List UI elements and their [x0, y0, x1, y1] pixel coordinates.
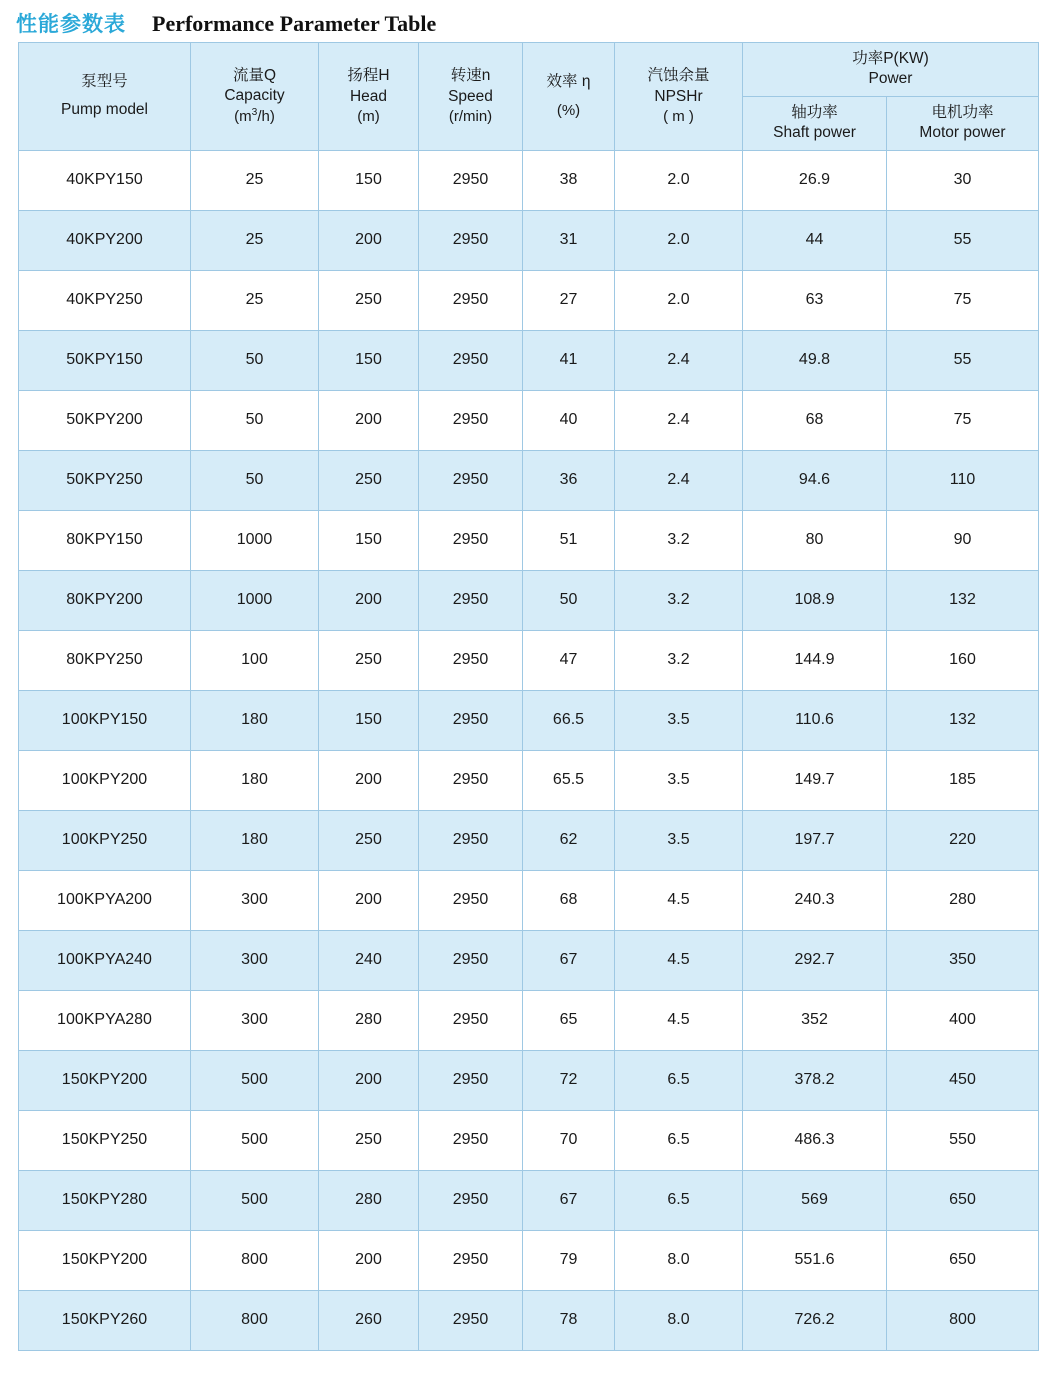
table-row	[19, 690, 1039, 750]
cell-shaft-power: 486.3	[743, 1110, 887, 1170]
cell-motor-power: 132	[887, 690, 1039, 750]
cell-efficiency: 67	[523, 930, 615, 990]
table-body	[19, 150, 1039, 1350]
col-header-motor-power	[887, 96, 1039, 150]
cell-pump-model: 50KPY150	[19, 330, 191, 390]
cell-npshr: 3.5	[615, 690, 743, 750]
cell-efficiency: 40	[523, 390, 615, 450]
cell-head: 240	[319, 930, 419, 990]
table-row	[19, 210, 1039, 270]
cell-shaft-power: 110.6	[743, 690, 887, 750]
cell-npshr: 3.5	[615, 810, 743, 870]
cell-motor-power: 132	[887, 570, 1039, 630]
table-row	[19, 930, 1039, 990]
col-header-npshr	[615, 43, 743, 151]
table-row	[19, 270, 1039, 330]
cell-shaft-power: 149.7	[743, 750, 887, 810]
cell-motor-power: 220	[887, 810, 1039, 870]
cell-capacity: 25	[191, 150, 319, 210]
cell-efficiency: 65.5	[523, 750, 615, 810]
table-header-row-top	[19, 43, 1039, 97]
col-header-capacity	[191, 43, 319, 151]
cell-efficiency: 65	[523, 990, 615, 1050]
cell-pump-model: 80KPY150	[19, 510, 191, 570]
table-row	[19, 870, 1039, 930]
cell-shaft-power: 44	[743, 210, 887, 270]
cell-npshr: 3.2	[615, 630, 743, 690]
cell-speed: 2950	[419, 510, 523, 570]
cell-capacity: 300	[191, 930, 319, 990]
cell-motor-power: 550	[887, 1110, 1039, 1170]
cell-head: 280	[319, 990, 419, 1050]
cell-efficiency: 70	[523, 1110, 615, 1170]
cell-shaft-power: 80	[743, 510, 887, 570]
cell-head: 150	[319, 690, 419, 750]
cell-head: 250	[319, 1110, 419, 1170]
col-header-capacity-cn: 流量Q	[232, 66, 277, 84]
cell-speed: 2950	[419, 930, 523, 990]
cell-shaft-power: 197.7	[743, 810, 887, 870]
cell-speed: 2950	[419, 210, 523, 270]
cell-pump-model: 80KPY200	[19, 570, 191, 630]
col-header-pump-model	[19, 43, 191, 151]
cell-efficiency: 79	[523, 1230, 615, 1290]
cell-efficiency: 67	[523, 1170, 615, 1230]
cell-efficiency: 41	[523, 330, 615, 390]
cell-motor-power: 75	[887, 270, 1039, 330]
cell-efficiency: 68	[523, 870, 615, 930]
cell-capacity: 25	[191, 270, 319, 330]
col-header-power	[743, 43, 1039, 97]
page-title-en: Performance Parameter Table	[152, 11, 437, 36]
col-header-capacity-en: Capacity	[224, 87, 285, 104]
cell-speed: 2950	[419, 750, 523, 810]
table-header	[19, 43, 1039, 151]
cell-speed: 2950	[419, 810, 523, 870]
cell-npshr: 2.0	[615, 270, 743, 330]
cell-motor-power: 800	[887, 1290, 1039, 1350]
cell-npshr: 6.5	[615, 1050, 743, 1110]
cell-efficiency: 50	[523, 570, 615, 630]
cell-npshr: 3.5	[615, 750, 743, 810]
cell-head: 280	[319, 1170, 419, 1230]
cell-pump-model: 40KPY200	[19, 210, 191, 270]
cell-head: 150	[319, 330, 419, 390]
cell-head: 260	[319, 1290, 419, 1350]
cell-motor-power: 650	[887, 1230, 1039, 1290]
table-row	[19, 810, 1039, 870]
cell-npshr: 3.2	[615, 570, 743, 630]
page-title	[0, 0, 1060, 36]
cell-pump-model: 80KPY250	[19, 630, 191, 690]
cell-motor-power: 110	[887, 450, 1039, 510]
cell-head: 250	[319, 450, 419, 510]
cell-speed: 2950	[419, 690, 523, 750]
cell-efficiency: 78	[523, 1290, 615, 1350]
cell-head: 150	[319, 150, 419, 210]
col-header-speed-cn: 转速n	[450, 67, 491, 85]
cell-speed: 2950	[419, 570, 523, 630]
cell-shaft-power: 551.6	[743, 1230, 887, 1290]
col-header-head-unit: (m)	[357, 107, 380, 125]
cell-capacity: 180	[191, 810, 319, 870]
col-header-speed	[419, 43, 523, 151]
col-header-pump-model-en: Pump model	[60, 101, 148, 119]
cell-efficiency: 47	[523, 630, 615, 690]
table-row	[19, 990, 1039, 1050]
cell-motor-power: 280	[887, 870, 1039, 930]
cell-efficiency: 36	[523, 450, 615, 510]
cell-shaft-power: 94.6	[743, 450, 887, 510]
cell-shaft-power: 378.2	[743, 1050, 887, 1110]
col-header-speed-unit: (r/min)	[448, 107, 493, 125]
cell-npshr: 8.0	[615, 1290, 743, 1350]
table-row	[19, 1050, 1039, 1110]
cell-pump-model: 40KPY150	[19, 150, 191, 210]
cell-motor-power: 650	[887, 1170, 1039, 1230]
col-header-npshr-unit: ( m )	[663, 107, 694, 125]
cell-npshr: 2.4	[615, 450, 743, 510]
cell-pump-model: 100KPY200	[19, 750, 191, 810]
cell-head: 200	[319, 390, 419, 450]
cell-capacity: 500	[191, 1170, 319, 1230]
cell-efficiency: 31	[523, 210, 615, 270]
cell-efficiency: 38	[523, 150, 615, 210]
cell-shaft-power: 352	[743, 990, 887, 1050]
col-header-efficiency	[523, 43, 615, 151]
cell-npshr: 2.4	[615, 390, 743, 450]
cell-shaft-power: 49.8	[743, 330, 887, 390]
cell-npshr: 2.0	[615, 150, 743, 210]
cell-motor-power: 55	[887, 210, 1039, 270]
cell-motor-power: 350	[887, 930, 1039, 990]
cell-speed: 2950	[419, 1290, 523, 1350]
cell-speed: 2950	[419, 1110, 523, 1170]
table-row	[19, 570, 1039, 630]
cell-motor-power: 160	[887, 630, 1039, 690]
cell-capacity: 180	[191, 750, 319, 810]
col-header-head	[319, 43, 419, 151]
col-header-efficiency-cn: 效率 η	[546, 73, 591, 91]
cell-efficiency: 66.5	[523, 690, 615, 750]
col-header-speed-en: Speed	[448, 87, 493, 105]
cell-shaft-power: 144.9	[743, 630, 887, 690]
col-header-motor-power-cn: 电机功率	[931, 103, 994, 121]
cell-speed: 2950	[419, 1230, 523, 1290]
cell-pump-model: 100KPYA240	[19, 930, 191, 990]
cell-head: 200	[319, 750, 419, 810]
cell-pump-model: 100KPY150	[19, 690, 191, 750]
cell-shaft-power: 26.9	[743, 150, 887, 210]
cell-shaft-power: 240.3	[743, 870, 887, 930]
cell-motor-power: 400	[887, 990, 1039, 1050]
cell-pump-model: 50KPY250	[19, 450, 191, 510]
cell-capacity: 300	[191, 870, 319, 930]
table-row	[19, 510, 1039, 570]
col-header-pump-model-cn: 泵型号	[81, 72, 128, 90]
cell-capacity: 50	[191, 330, 319, 390]
cell-pump-model: 150KPY260	[19, 1290, 191, 1350]
cell-speed: 2950	[419, 450, 523, 510]
table-row	[19, 1230, 1039, 1290]
cell-efficiency: 72	[523, 1050, 615, 1110]
cell-motor-power: 30	[887, 150, 1039, 210]
cell-capacity: 500	[191, 1050, 319, 1110]
cell-npshr: 6.5	[615, 1170, 743, 1230]
table-row	[19, 450, 1039, 510]
cell-pump-model: 150KPY280	[19, 1170, 191, 1230]
cell-head: 250	[319, 630, 419, 690]
cell-npshr: 3.2	[615, 510, 743, 570]
col-header-power-en: Power	[868, 70, 913, 88]
cell-pump-model: 150KPY200	[19, 1050, 191, 1110]
cell-efficiency: 62	[523, 810, 615, 870]
cell-motor-power: 75	[887, 390, 1039, 450]
table-row	[19, 750, 1039, 810]
cell-efficiency: 27	[523, 270, 615, 330]
cell-speed: 2950	[419, 990, 523, 1050]
cell-npshr: 2.4	[615, 330, 743, 390]
cell-head: 200	[319, 1230, 419, 1290]
col-header-capacity-unit: $(m^3/h)$	[234, 107, 275, 126]
cell-speed: 2950	[419, 1170, 523, 1230]
cell-pump-model: 100KPYA280	[19, 990, 191, 1050]
cell-speed: 2950	[419, 390, 523, 450]
cell-capacity: 50	[191, 450, 319, 510]
cell-pump-model: 40KPY250	[19, 270, 191, 330]
cell-capacity: 800	[191, 1290, 319, 1350]
cell-pump-model: 150KPY250	[19, 1110, 191, 1170]
cell-capacity: 500	[191, 1110, 319, 1170]
cell-shaft-power: 68	[743, 390, 887, 450]
cell-capacity: 100	[191, 630, 319, 690]
cell-speed: 2950	[419, 630, 523, 690]
cell-motor-power: 90	[887, 510, 1039, 570]
col-header-shaft-power-cn: 轴功率	[791, 103, 838, 121]
col-header-power-cn: 功率P(KW)	[852, 50, 929, 67]
cell-speed: 2950	[419, 150, 523, 210]
cell-head: 250	[319, 270, 419, 330]
cell-head: 250	[319, 810, 419, 870]
cell-shaft-power: 292.7	[743, 930, 887, 990]
cell-capacity: 25	[191, 210, 319, 270]
col-header-shaft-power-en: Shaft power	[773, 124, 856, 142]
table-row	[19, 1170, 1039, 1230]
cell-head: 200	[319, 210, 419, 270]
table-row	[19, 390, 1039, 450]
table-row	[19, 330, 1039, 390]
cell-capacity: 300	[191, 990, 319, 1050]
cell-capacity: 1000	[191, 570, 319, 630]
table-row	[19, 150, 1039, 210]
col-header-npshr-en: NPSHr	[654, 87, 703, 105]
cell-head: 200	[319, 570, 419, 630]
cell-pump-model: 150KPY200	[19, 1230, 191, 1290]
cell-npshr: 2.0	[615, 210, 743, 270]
cell-npshr: 4.5	[615, 990, 743, 1050]
col-header-efficiency-unit: (%)	[556, 101, 581, 119]
cell-capacity: 180	[191, 690, 319, 750]
cell-capacity: 50	[191, 390, 319, 450]
cell-npshr: 6.5	[615, 1110, 743, 1170]
cell-shaft-power: 108.9	[743, 570, 887, 630]
cell-pump-model: 50KPY200	[19, 390, 191, 450]
col-header-motor-power-en: Motor power	[919, 124, 1006, 142]
cell-shaft-power: 63	[743, 270, 887, 330]
cell-shaft-power: 726.2	[743, 1290, 887, 1350]
cell-pump-model: 100KPYA200	[19, 870, 191, 930]
cell-speed: 2950	[419, 1050, 523, 1110]
col-header-npshr-cn: 汽蚀余量	[647, 67, 710, 85]
cell-motor-power: 450	[887, 1050, 1039, 1110]
page-title-cn: 性能参数表	[16, 13, 126, 36]
table-row	[19, 1290, 1039, 1350]
cell-shaft-power: 569	[743, 1170, 887, 1230]
performance-table	[18, 42, 1039, 1351]
cell-head: 200	[319, 870, 419, 930]
col-header-head-cn: 扬程H	[347, 67, 390, 85]
cell-motor-power: 185	[887, 750, 1039, 810]
col-header-shaft-power	[743, 96, 887, 150]
cell-motor-power: 55	[887, 330, 1039, 390]
cell-pump-model: 100KPY250	[19, 810, 191, 870]
cell-capacity: 1000	[191, 510, 319, 570]
table-row	[19, 630, 1039, 690]
col-header-head-en: Head	[349, 87, 388, 105]
cell-npshr: 8.0	[615, 1230, 743, 1290]
cell-speed: 2950	[419, 270, 523, 330]
cell-efficiency: 51	[523, 510, 615, 570]
cell-speed: 2950	[419, 870, 523, 930]
cell-speed: 2950	[419, 330, 523, 390]
cell-head: 150	[319, 510, 419, 570]
cell-head: 200	[319, 1050, 419, 1110]
cell-npshr: 4.5	[615, 930, 743, 990]
cell-npshr: 4.5	[615, 870, 743, 930]
cell-capacity: 800	[191, 1230, 319, 1290]
table-row	[19, 1110, 1039, 1170]
